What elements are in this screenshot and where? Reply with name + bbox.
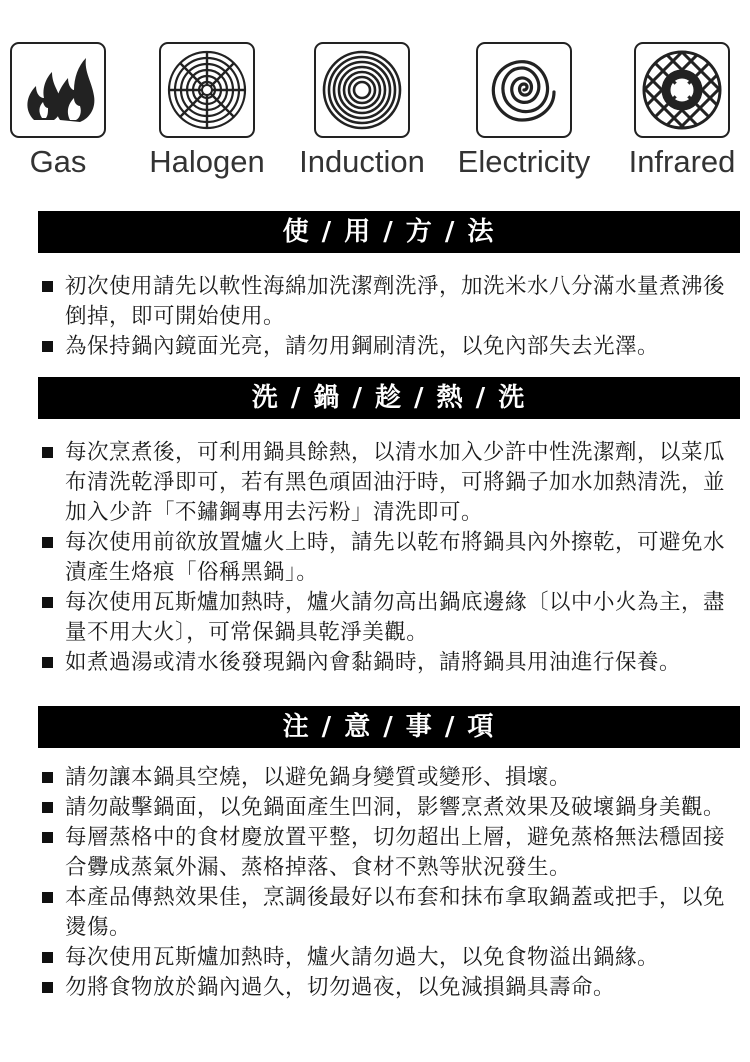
gas-flame-icon (16, 48, 100, 132)
list-item: 每次烹煮後，可利用鍋具餘熱，以清水加入少許中性洗潔劑，以菜瓜布清洗乾淨即可，若有黑色頑固油汙時，可將鍋子加水加熱清洗，並加入少許「不鏽鋼專用去污粉」清洗即可。 (38, 438, 738, 528)
section-wash-title: 洗 / 鍋 / 趁 / 熱 / 洗 (38, 377, 740, 419)
list-item: 如煮過湯或清水後發現鍋內會黏鍋時，請將鍋具用油進行保養。 (38, 648, 738, 678)
infrared-icon (640, 48, 724, 132)
list-item: 初次使用請先以軟性海綿加洗潔劑洗淨，加洗米水八分滿水量煮沸後倒掉，即可開始使用。 (38, 272, 738, 332)
electricity-label: Electricity (457, 144, 591, 179)
list-item: 勿將食物放於鍋內過久，切勿過夜，以免減損鍋具壽命。 (38, 973, 738, 1003)
bullet-icon (42, 597, 53, 608)
halogen-label: Halogen (149, 144, 265, 179)
bullet-icon (42, 772, 53, 783)
bullet-icon (42, 832, 53, 843)
electricity-icon-box (476, 42, 572, 138)
bullet-icon (42, 952, 53, 963)
list-item: 每次使用瓦斯爐加熱時，爐火請勿過大，以免食物溢出鍋緣。 (38, 943, 738, 973)
list-item: 為保持鍋內鏡面光亮，請勿用鋼刷清洗，以免內部失去光澤。 (38, 332, 738, 362)
bullet-icon (42, 341, 53, 352)
halogen-icon (165, 48, 249, 132)
section-notes-list (38, 763, 738, 1003)
bullet-icon (42, 281, 53, 292)
list-item: 請勿讓本鍋具空燒，以避免鍋身變質或變形、損壞。 (38, 763, 738, 793)
bullet-icon (42, 657, 53, 668)
list-item: 每次使用瓦斯爐加熱時，爐火請勿高出鍋底邊緣〔以中小火為主，盡量不用大火〕，可常保鍋具乾淨美觀。 (38, 588, 738, 648)
list-item: 請勿敲擊鍋面，以免鍋面產生凹洞，影響烹煮效果及破壞鍋身美觀。 (38, 793, 738, 823)
bullet-icon (42, 447, 53, 458)
bullet-icon (42, 802, 53, 813)
halogen-icon-box (159, 42, 255, 138)
list-item: 本產品傳熱效果佳，烹調後最好以布套和抹布拿取鍋蓋或把手，以免燙傷。 (38, 883, 738, 943)
section-usage-list (38, 272, 738, 362)
induction-icon-box (314, 42, 410, 138)
induction-label: Induction (299, 144, 425, 179)
list-item: 每層蒸格中的食材慶放置平整，切勿超出上層，避免蒸格無法穩固接合釁成蒸氣外漏、蒸格掉落、食材不熟等狀況發生。 (38, 823, 738, 883)
section-notes-title: 注 / 意 / 事 / 項 (38, 706, 740, 748)
cooktop-compatibility-icons (0, 0, 750, 195)
gas-icon-box (10, 42, 106, 138)
induction-icon (320, 48, 404, 132)
section-wash-list (38, 438, 738, 678)
electricity-icon (482, 48, 566, 132)
bullet-icon (42, 892, 53, 903)
bullet-icon (42, 982, 53, 993)
infrared-icon-box (634, 42, 730, 138)
section-usage-title: 使 / 用 / 方 / 法 (38, 211, 740, 253)
bullet-icon (42, 537, 53, 548)
gas-label: Gas (29, 144, 87, 179)
list-item: 每次使用前欲放置爐火上時，請先以乾布將鍋具內外擦乾，可避免水漬產生烙痕「俗稱黑鍋」。 (38, 528, 738, 588)
infrared-label: Infrared (628, 144, 736, 179)
